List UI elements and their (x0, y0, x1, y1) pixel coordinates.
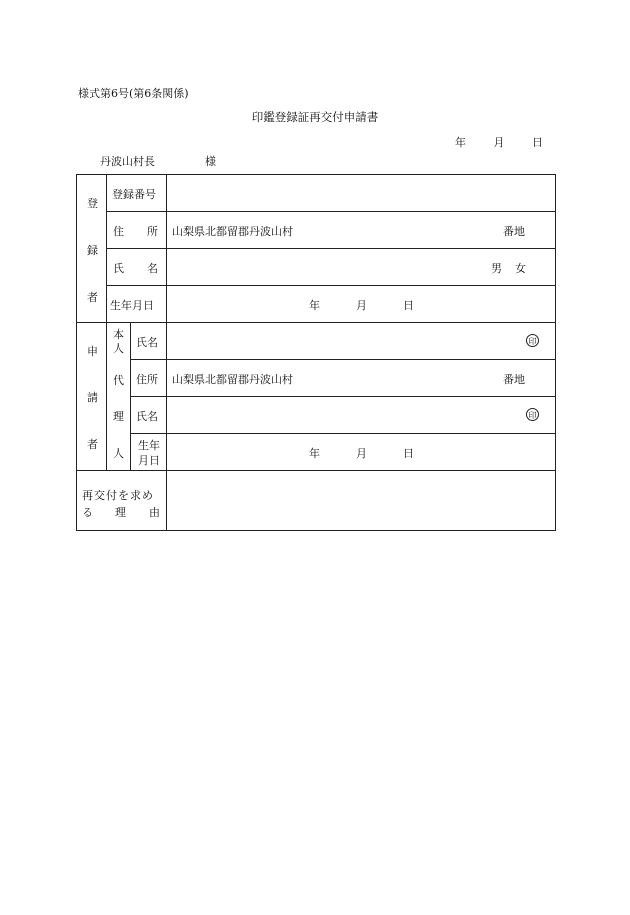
seal-mark: 印 (526, 334, 539, 347)
agent-seal-mark: 印 (526, 408, 539, 421)
address-label-char: 所 (147, 225, 158, 238)
application-date (455, 134, 543, 150)
birth-month: 月 (356, 299, 367, 312)
reason-label-char: 由 (149, 506, 160, 519)
birthdate-label: 生年月日 (110, 299, 154, 312)
application-form-table (76, 174, 556, 531)
reason-label-char: 理 (115, 506, 126, 519)
self-name-field[interactable] (167, 323, 507, 359)
form-number-label: 様式第6号(第6条関係) (78, 87, 189, 100)
addressee (100, 153, 216, 169)
agent-name-label: 氏名 (136, 410, 158, 423)
agent-address-label: 住所 (136, 373, 158, 386)
name-label-char: 名 (147, 262, 158, 275)
reason-label-line: 再交付を求め (82, 489, 154, 502)
addressee-honorific: 様 (205, 155, 216, 168)
address-value[interactable]: 山梨県北都留郡丹波山村 (172, 225, 293, 238)
address-label-char: 住 (113, 225, 124, 238)
applicant-label-char: 請 (87, 391, 98, 404)
self-label-char: 本 (113, 328, 124, 341)
self-name-label: 氏名 (136, 336, 158, 349)
date-day: 日 (532, 136, 543, 149)
agent-name-field[interactable] (167, 397, 507, 433)
banchi-label: 番地 (503, 225, 525, 238)
addressee-name: 丹波山村長 (100, 155, 155, 168)
self-label-char: 人 (113, 342, 124, 355)
row-divider (130, 359, 556, 360)
registrant-label-char: 登 (87, 197, 98, 210)
applicant-label-char: 申 (87, 345, 98, 358)
date-month: 月 (493, 136, 505, 149)
agent-birth-label-line: 生年 (138, 439, 160, 452)
row-divider (106, 285, 556, 286)
row-divider (130, 433, 556, 434)
document-title: 印鑑登録証再交付申請書 (251, 110, 379, 124)
agent-birth-label-line: 月日 (138, 454, 160, 467)
column-divider (106, 322, 107, 470)
date-year: 年 (455, 136, 466, 149)
name-label-char: 氏 (113, 262, 124, 275)
agent-label-char: 代 (113, 374, 124, 387)
reg-number-field[interactable] (167, 175, 556, 211)
registrant-label-char: 者 (87, 291, 98, 304)
registrant-label-char: 録 (87, 244, 98, 257)
reason-field[interactable] (167, 471, 556, 530)
applicant-label-char: 者 (87, 438, 98, 451)
birth-day: 日 (403, 299, 414, 312)
agent-address-value[interactable]: 山梨県北都留郡丹波山村 (172, 373, 293, 386)
birth-year: 年 (309, 299, 320, 312)
reg-number-label: 登録番号 (112, 188, 156, 201)
reason-label-char: る (82, 506, 93, 519)
column-divider (130, 322, 131, 470)
gender-female[interactable]: 女 (515, 262, 526, 275)
registrant-name-field[interactable] (167, 249, 467, 285)
agent-banchi-label: 番地 (503, 373, 525, 386)
agent-label-char: 理 (113, 410, 124, 423)
agent-label-char: 人 (113, 447, 124, 460)
agent-birth-year: 年 (309, 447, 320, 460)
gender-male[interactable]: 男 (491, 262, 502, 275)
row-divider (106, 211, 556, 212)
agent-birth-month: 月 (356, 447, 367, 460)
agent-birth-day: 日 (403, 447, 414, 460)
